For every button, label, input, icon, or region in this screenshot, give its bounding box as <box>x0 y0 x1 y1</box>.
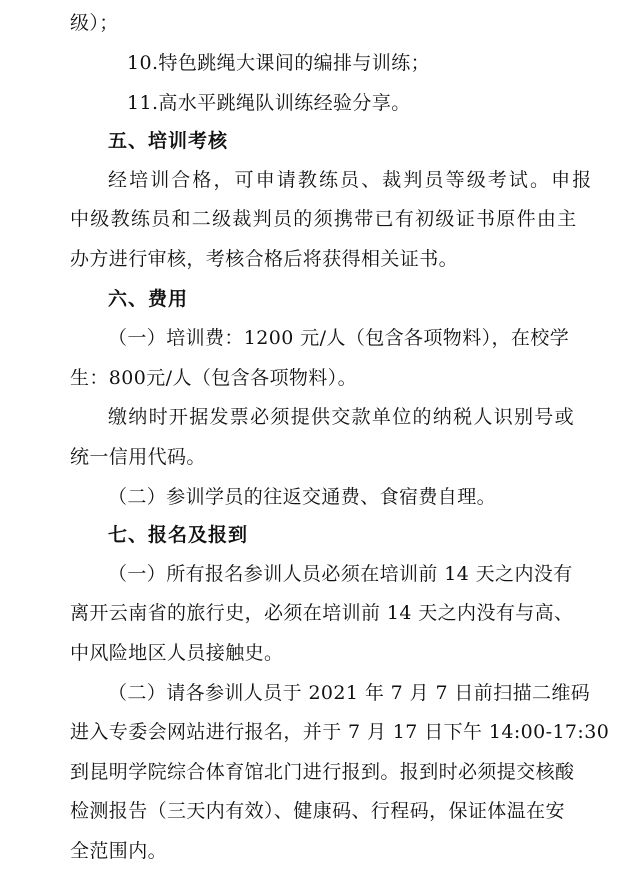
paragraph-line: 中风险地区人员接触史。 <box>70 642 284 664</box>
list-item-10: 10.特色跳绳大课间的编排与训练； <box>127 52 431 74</box>
paragraph-line: 检测报告（三天内有效）、健康码、行程码，保证体温在安 <box>70 800 565 822</box>
paragraph-line: （一）所有报名参训人员必须在培训前 14 天之内没有 <box>108 563 573 585</box>
paragraph-line: 缴纳时开据发票必须提供交款单位的纳税人识别号或 <box>108 406 575 428</box>
section-heading-training-assessment: 五、培训考核 <box>108 130 229 152</box>
paragraph-line: 全范围内。 <box>70 840 168 862</box>
paragraph-line: （二）参训学员的往返交通费、食宿费自理。 <box>108 486 497 508</box>
paragraph-line: 统一信用代码。 <box>70 446 206 468</box>
paragraph-line: 生：800元/人（包含各项物料）。 <box>70 367 357 389</box>
paragraph-line: （一）培训费：1200 元/人（包含各项物料），在校学 <box>108 327 570 349</box>
text-line-level-end: 级）； <box>70 12 119 34</box>
paragraph-line: 中级教练员和二级裁判员的须携带已有初级证书原件由主 <box>70 208 578 230</box>
paragraph-line: 经培训合格，可申请教练员、裁判员等级考试。申报 <box>108 169 594 191</box>
paragraph-line: 离开云南省的旅行史，必须在培训前 14 天之内没有与高、 <box>70 602 574 624</box>
list-item-11: 11.高水平跳绳队训练经验分享。 <box>127 92 411 114</box>
paragraph-line: 办方进行审核，考核合格后将获得相关证书。 <box>70 248 459 270</box>
paragraph-line: 进入专委会网站进行报名，并于 7 月 17 日下午 14:00-17:30 <box>70 721 610 743</box>
paragraph-line: 到昆明学院综合体育馆北门进行报到。报到时必须提交核酸 <box>70 761 575 783</box>
section-heading-registration: 七、报名及报到 <box>108 524 249 546</box>
paragraph-line: （二）请各参训人员于 2021 年 7 月 7 日前扫描二维码 <box>108 682 591 704</box>
section-heading-fees: 六、费用 <box>108 288 189 310</box>
